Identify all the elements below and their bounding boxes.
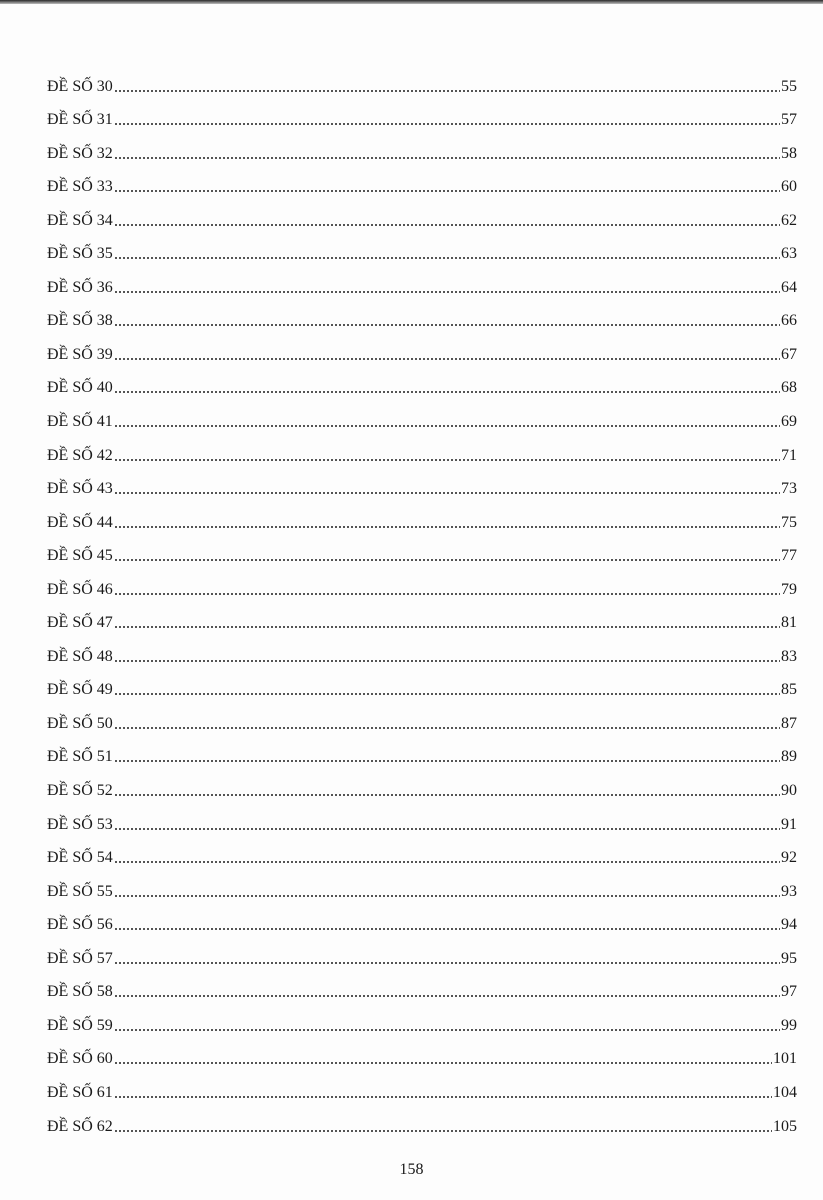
dot-leader: [114, 390, 780, 394]
toc-entry-title: ĐỀ SỐ 39: [47, 345, 113, 363]
toc-entry[interactable]: [47, 334, 797, 368]
dot-leader: [114, 759, 780, 763]
dot-leader: [114, 592, 780, 596]
toc-entry-page-number: 92: [781, 849, 797, 867]
toc-entry-title: ĐỀ SỐ 46: [47, 580, 113, 598]
dot-leader: [114, 894, 780, 898]
toc-entry[interactable]: [47, 435, 797, 469]
page-top-edge: [0, 0, 823, 4]
toc-entry-title: ĐỀ SỐ 40: [47, 379, 113, 397]
toc-entry[interactable]: [47, 938, 797, 972]
toc-entry[interactable]: [47, 670, 797, 704]
dot-leader: [114, 424, 780, 428]
toc-entry-title: ĐỀ SỐ 31: [47, 111, 113, 129]
dot-leader: [114, 1095, 772, 1099]
toc-entry-page-number: 93: [781, 882, 797, 900]
toc-entry[interactable]: [47, 100, 797, 134]
toc-entry-page-number: 101: [773, 1050, 797, 1068]
toc-entry[interactable]: [47, 301, 797, 335]
toc-entry-title: ĐỀ SỐ 57: [47, 949, 113, 967]
dot-leader: [114, 256, 780, 260]
toc-entry[interactable]: [47, 66, 797, 100]
dot-leader: [114, 692, 780, 696]
toc-entry-page-number: 105: [773, 1117, 797, 1135]
toc-entry-page-number: 81: [781, 614, 797, 632]
toc-entry-title: ĐỀ SỐ 53: [47, 815, 113, 833]
toc-entry[interactable]: [47, 804, 797, 838]
toc-entry-page-number: 73: [781, 480, 797, 498]
toc-entry-page-number: 77: [781, 547, 797, 565]
toc-entry[interactable]: [47, 838, 797, 872]
toc-entry-page-number: 66: [781, 312, 797, 330]
toc-entry-title: ĐỀ SỐ 32: [47, 144, 113, 162]
dot-leader: [114, 793, 780, 797]
toc-entry[interactable]: [47, 1106, 797, 1140]
toc-entry-page-number: 90: [781, 782, 797, 800]
toc-entry-page-number: 91: [781, 815, 797, 833]
page-number: 158: [399, 1161, 424, 1178]
toc-entry-title: ĐỀ SỐ 38: [47, 312, 113, 330]
dot-leader: [114, 89, 780, 93]
dot-leader: [114, 189, 780, 193]
toc-entry-page-number: 97: [781, 983, 797, 1001]
toc-entry-page-number: 57: [781, 111, 797, 129]
dot-leader: [114, 357, 780, 361]
toc-entry[interactable]: [47, 770, 797, 804]
toc-entry-title: ĐỀ SỐ 42: [47, 446, 113, 464]
toc-entry[interactable]: [47, 1072, 797, 1106]
dot-leader: [114, 223, 780, 227]
toc-entry-title: ĐỀ SỐ 43: [47, 480, 113, 498]
toc-entry[interactable]: [47, 905, 797, 939]
toc-entry-page-number: 60: [781, 178, 797, 196]
toc-entry-page-number: 55: [781, 77, 797, 95]
toc-entry-title: ĐỀ SỐ 36: [47, 278, 113, 296]
toc-entry[interactable]: [47, 502, 797, 536]
dot-leader: [114, 625, 780, 629]
toc-entry[interactable]: [47, 267, 797, 301]
dot-leader: [114, 726, 780, 730]
dot-leader: [114, 994, 780, 998]
toc-entry-title: ĐỀ SỐ 58: [47, 983, 113, 1001]
toc-entry[interactable]: [47, 703, 797, 737]
dot-leader: [114, 1129, 772, 1133]
toc-entry-title: ĐỀ SỐ 45: [47, 547, 113, 565]
toc-entry[interactable]: [47, 603, 797, 637]
toc-entry[interactable]: [47, 401, 797, 435]
toc-entry[interactable]: [47, 737, 797, 771]
toc-entry-page-number: 67: [781, 345, 797, 363]
toc-entry[interactable]: [47, 569, 797, 603]
toc-entry-title: ĐỀ SỐ 54: [47, 849, 113, 867]
toc-entry-page-number: 58: [781, 144, 797, 162]
toc-entry-title: ĐỀ SỐ 48: [47, 647, 113, 665]
toc-entry-title: ĐỀ SỐ 62: [47, 1117, 113, 1135]
toc-entry[interactable]: [47, 200, 797, 234]
toc-entry-page-number: 75: [781, 513, 797, 531]
dot-leader: [114, 927, 780, 931]
toc-entry-title: ĐỀ SỐ 59: [47, 1016, 113, 1034]
toc-entry[interactable]: [47, 1005, 797, 1039]
toc-entry[interactable]: [47, 871, 797, 905]
toc-entry-page-number: 64: [781, 278, 797, 296]
dot-leader: [114, 458, 780, 462]
toc-entry-title: ĐỀ SỐ 47: [47, 614, 113, 632]
toc-entry-title: ĐỀ SỐ 51: [47, 748, 113, 766]
toc-entry[interactable]: [47, 636, 797, 670]
toc-entry-page-number: 87: [781, 714, 797, 732]
toc-entry-title: ĐỀ SỐ 49: [47, 681, 113, 699]
dot-leader: [114, 323, 780, 327]
toc-entry-page-number: 83: [781, 647, 797, 665]
toc-entry[interactable]: [47, 133, 797, 167]
dot-leader: [114, 558, 780, 562]
dot-leader: [114, 525, 780, 529]
toc-entry-page-number: 104: [773, 1083, 797, 1101]
toc-entry-title: ĐỀ SỐ 34: [47, 211, 113, 229]
toc-entry-page-number: 71: [781, 446, 797, 464]
toc-entry-page-number: 69: [781, 413, 797, 431]
toc-entry-title: ĐỀ SỐ 56: [47, 916, 113, 934]
toc-entry-title: ĐỀ SỐ 55: [47, 882, 113, 900]
toc-entry-title: ĐỀ SỐ 30: [47, 77, 113, 95]
dot-leader: [114, 659, 780, 663]
dot-leader: [114, 1028, 780, 1032]
dot-leader: [114, 827, 780, 831]
toc-entry-title: ĐỀ SỐ 44: [47, 513, 113, 531]
toc-entry-title: ĐỀ SỐ 33: [47, 178, 113, 196]
toc-entry-page-number: 62: [781, 211, 797, 229]
toc-entry-page-number: 68: [781, 379, 797, 397]
toc-entry-title: ĐỀ SỐ 60: [47, 1050, 113, 1068]
dot-leader: [114, 290, 780, 294]
toc-entry-page-number: 63: [781, 245, 797, 263]
toc-entry-title: ĐỀ SỐ 41: [47, 413, 113, 431]
toc-entry[interactable]: [47, 234, 797, 268]
toc-entry[interactable]: [47, 972, 797, 1006]
toc-entry-title: ĐỀ SỐ 50: [47, 714, 113, 732]
toc-entry[interactable]: [47, 167, 797, 201]
dot-leader: [114, 860, 780, 864]
toc-entry-page-number: 89: [781, 748, 797, 766]
dot-leader: [114, 491, 780, 495]
toc-entry-page-number: 99: [781, 1016, 797, 1034]
dot-leader: [114, 961, 780, 965]
toc-entry[interactable]: [47, 368, 797, 402]
toc-entry-title: ĐỀ SỐ 61: [47, 1083, 113, 1101]
toc-entry-page-number: 85: [781, 681, 797, 699]
dot-leader: [114, 122, 780, 126]
toc-entry-title: ĐỀ SỐ 52: [47, 782, 113, 800]
toc-entry[interactable]: [47, 1039, 797, 1073]
dot-leader: [114, 1061, 772, 1065]
toc-entry-page-number: 79: [781, 580, 797, 598]
toc-entry-page-number: 94: [781, 916, 797, 934]
toc-entry-page-number: 95: [781, 949, 797, 967]
toc-entry-title: ĐỀ SỐ 35: [47, 245, 113, 263]
toc-entry[interactable]: [47, 536, 797, 570]
table-of-contents: [47, 66, 797, 1140]
dot-leader: [114, 156, 780, 160]
toc-entry[interactable]: [47, 469, 797, 503]
